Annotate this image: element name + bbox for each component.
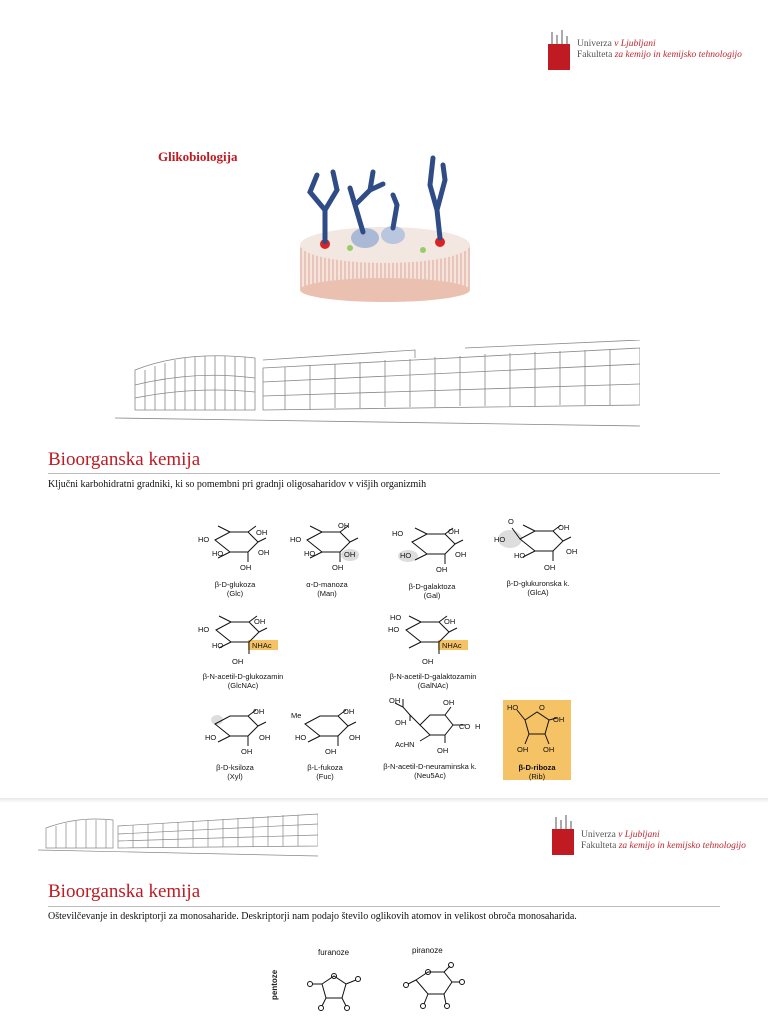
- svg-text:HO: HO: [304, 549, 316, 558]
- svg-text:HO: HO: [212, 549, 224, 558]
- molecule-neu5ac-abbr: (Neu5Ac): [414, 771, 446, 780]
- logo-line1-italic: v Ljubljani: [614, 39, 656, 49]
- furanose-ring-diagram: [300, 962, 370, 1024]
- molecule-fuc-name: β-L-fukoza: [307, 763, 343, 772]
- molecule-neu5ac-name: β-N-acetil-D-neuraminska k.: [383, 762, 477, 771]
- column-header-furanoze: furanoze: [318, 948, 350, 957]
- galnac-structure: [378, 612, 488, 667]
- svg-text:CO: CO: [459, 722, 471, 731]
- molecule-galnac-abbr: (GalNAc): [417, 681, 449, 690]
- svg-text:Me: Me: [291, 711, 302, 720]
- svg-text:OH: OH: [344, 550, 356, 559]
- svg-text:OH: OH: [437, 746, 449, 755]
- molecule-glca-name: β-D-glukuronska k.: [506, 579, 570, 588]
- svg-text:OH: OH: [553, 715, 565, 724]
- slide3-subtitle: Oštevilčevanje in deskriptorji za monosaharide. Deskriptorji nam podajo število oglikovih atomov in velikost obroča monosaharida.: [48, 911, 577, 922]
- svg-text:OH: OH: [444, 617, 456, 626]
- svg-text:OH: OH: [436, 565, 448, 574]
- svg-text:OH: OH: [258, 548, 270, 557]
- molecule-glc: [190, 520, 280, 598]
- membrane-glycan-illustration: [295, 150, 475, 305]
- svg-text:HO: HO: [198, 625, 210, 634]
- svg-text:OH: OH: [558, 523, 570, 532]
- man-structure: [282, 520, 372, 575]
- svg-text:OH: OH: [338, 521, 350, 530]
- svg-text:HO: HO: [290, 535, 302, 544]
- molecule-fuc: [285, 700, 365, 781]
- logo2-line1-italic: v Ljubljani: [618, 830, 660, 840]
- svg-text:HO: HO: [295, 733, 307, 742]
- svg-text:HO: HO: [400, 551, 412, 560]
- molecule-glca: [488, 514, 588, 597]
- xyl-structure: [195, 700, 275, 758]
- glc-structure: [190, 520, 280, 575]
- svg-text:AcHN: AcHN: [395, 740, 415, 749]
- logo-line2-italic: za kemijo in kemijsko tehnologijo: [614, 50, 742, 60]
- molecule-neu5ac: [375, 695, 485, 780]
- svg-text:NHAc: NHAc: [442, 641, 462, 650]
- molecule-galnac: [378, 612, 488, 690]
- svg-text:HO: HO: [390, 613, 402, 622]
- molecule-gal-name: β-D-galaktoza: [408, 582, 456, 591]
- svg-text:OH: OH: [566, 547, 578, 556]
- svg-text:OH: OH: [254, 617, 266, 626]
- university-crest-icon: [548, 30, 570, 70]
- svg-text:HO: HO: [198, 535, 210, 544]
- molecule-rib-abbr: (Rib): [528, 772, 546, 781]
- svg-text:OH: OH: [343, 707, 355, 716]
- molecule-man: [282, 520, 372, 598]
- logo2-line1: Univerza: [581, 830, 619, 840]
- gal-structure: [382, 522, 482, 577]
- pyranose-ring-diagram: [398, 960, 468, 1024]
- faculty-building-sketch-small: [38, 810, 318, 858]
- neu5ac-structure: [375, 695, 485, 757]
- molecule-rib-name: β-D-riboza: [518, 763, 556, 772]
- molecule-xyl-abbr: (Xyl): [227, 772, 243, 781]
- column-header-piranoze: piranoze: [412, 946, 443, 955]
- svg-text:OH: OH: [240, 563, 252, 572]
- page-title: Glikobiologija: [158, 149, 238, 164]
- svg-text:OH: OH: [259, 733, 271, 742]
- svg-text:OH: OH: [455, 550, 467, 559]
- logo2-line2-italic: za kemijo in kemijsko tehnologijo: [618, 841, 746, 851]
- svg-text:OH: OH: [349, 733, 361, 742]
- svg-text:OH: OH: [325, 747, 337, 756]
- svg-text:HO: HO: [514, 551, 526, 560]
- svg-text:OH: OH: [256, 528, 268, 537]
- molecule-gal-abbr: (Gal): [423, 591, 441, 600]
- molecule-glcnac: [188, 612, 298, 690]
- slide2-title: Bioorganska kemija: [48, 449, 201, 470]
- slide3-title: Bioorganska kemija: [48, 881, 201, 902]
- faculty-logo-top: [548, 30, 742, 70]
- svg-text:NHAc: NHAc: [252, 641, 272, 650]
- slide2-subtitle: Ključni karbohidratni gradniki, ki so pomembni pri gradnji oligosaharidov v višjih organizmih: [48, 479, 427, 490]
- row-header-pentoze: pentoze: [270, 969, 279, 1000]
- rib-structure: [503, 700, 571, 758]
- svg-text:O: O: [539, 703, 545, 712]
- svg-text:HO: HO: [507, 703, 519, 712]
- svg-text:H: H: [475, 722, 481, 731]
- molecule-glcnac-name: β-N-acetil-D-glukozamin: [202, 672, 284, 681]
- molecule-xyl-name: β-D-ksiloza: [216, 763, 254, 772]
- glcnac-structure: [188, 612, 298, 667]
- svg-text:OH: OH: [389, 696, 401, 705]
- svg-text:HO: HO: [212, 641, 224, 650]
- faculty-building-sketch: [115, 340, 640, 428]
- svg-text:O: O: [508, 517, 514, 526]
- logo2-line2: Fakulteta: [581, 841, 619, 851]
- logo-line2: Fakulteta: [577, 50, 615, 60]
- slide3-title-divider: [48, 906, 720, 907]
- molecule-glc-name: β-D-glukoza: [214, 580, 256, 589]
- svg-text:OH: OH: [543, 745, 555, 754]
- slide2-title-divider: [48, 473, 720, 474]
- faculty-logo-bottom: [552, 815, 746, 855]
- molecule-man-abbr: (Man): [317, 589, 337, 598]
- svg-text:OH: OH: [253, 707, 265, 716]
- molecule-glcnac-abbr: (GlcNAc): [227, 681, 259, 690]
- molecule-galnac-name: β-N-acetil-D-galaktozamin: [389, 672, 477, 681]
- svg-text:OH: OH: [395, 718, 407, 727]
- svg-text:HO: HO: [392, 529, 404, 538]
- svg-text:OH: OH: [232, 657, 244, 666]
- molecule-rib: [503, 700, 571, 780]
- glca-structure: [488, 514, 588, 574]
- molecule-fuc-abbr: (Fuc): [316, 772, 334, 781]
- svg-text:HO: HO: [388, 625, 400, 634]
- molecule-glc-abbr: (Glc): [226, 589, 244, 598]
- logo-line1: Univerza: [577, 39, 615, 49]
- slide-separator: [0, 798, 768, 803]
- fuc-structure: [285, 700, 365, 758]
- molecule-gal: [382, 522, 482, 600]
- svg-text:OH: OH: [443, 698, 455, 707]
- svg-text:HO: HO: [205, 733, 217, 742]
- svg-text:OH: OH: [332, 563, 344, 572]
- molecule-glca-abbr: (GlcA): [527, 588, 549, 597]
- svg-text:OH: OH: [448, 527, 460, 536]
- molecule-xyl: [195, 700, 275, 781]
- svg-text:OH: OH: [544, 563, 556, 572]
- svg-text:OH: OH: [517, 745, 529, 754]
- svg-text:HO: HO: [494, 535, 506, 544]
- molecule-man-name: α-D-manoza: [306, 580, 348, 589]
- svg-text:OH: OH: [241, 747, 253, 756]
- university-crest-icon: [552, 815, 574, 855]
- svg-text:OH: OH: [422, 657, 434, 666]
